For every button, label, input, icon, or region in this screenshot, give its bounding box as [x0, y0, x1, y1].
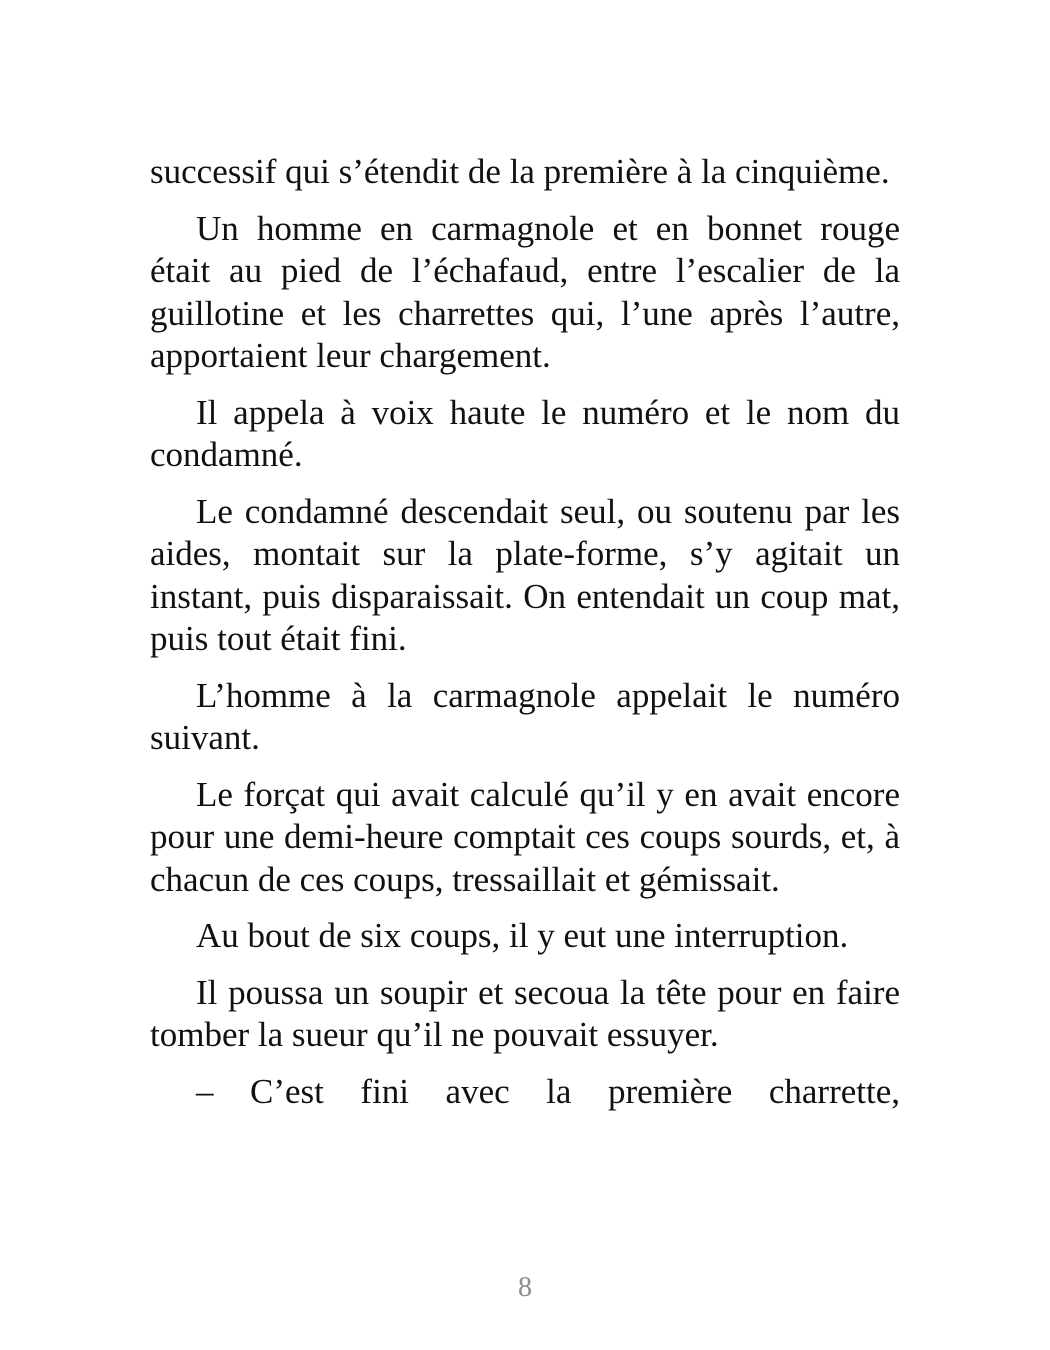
page-body — [150, 151, 900, 1113]
paragraph: Il appela à voix haute le numéro et le nom du condamné. — [150, 392, 900, 474]
paragraph: Il poussa un soupir et secoua la tête pour en faire tomber la sueur qu’il ne pouvait essuyer. — [150, 972, 900, 1054]
page-number: 8 — [518, 1272, 532, 1303]
paragraph: Un homme en carmagnole et en bonnet rouge était au pied de l’échafaud, entre l’escalier de la guillotine et les charrettes qui, l’une après l’autre, apportaient leur chargement. — [150, 208, 900, 375]
paragraph-dialogue: – C’est fini avec la première charrette, — [196, 1071, 900, 1111]
paragraph: Le forçat qui avait calculé qu’il y en avait encore pour une demi-heure comptait ces coups sourds, et, à chacun de ces coups, tressaillait et gémissait. — [150, 774, 900, 899]
paragraph-continuation: successif qui s’étendit de la première à la cinquième. — [150, 152, 890, 191]
paragraph: Le condamné descendait seul, ou soutenu par les aides, montait sur la plate-forme, s’y agitait un instant, puis disparaissait. On entendait un coup mat, puis tout était fini. — [150, 491, 900, 658]
paragraph: L’homme à la carmagnole appelait le numéro suivant. — [150, 675, 900, 757]
paragraph: Au bout de six coups, il y eut une interruption. — [196, 916, 849, 955]
